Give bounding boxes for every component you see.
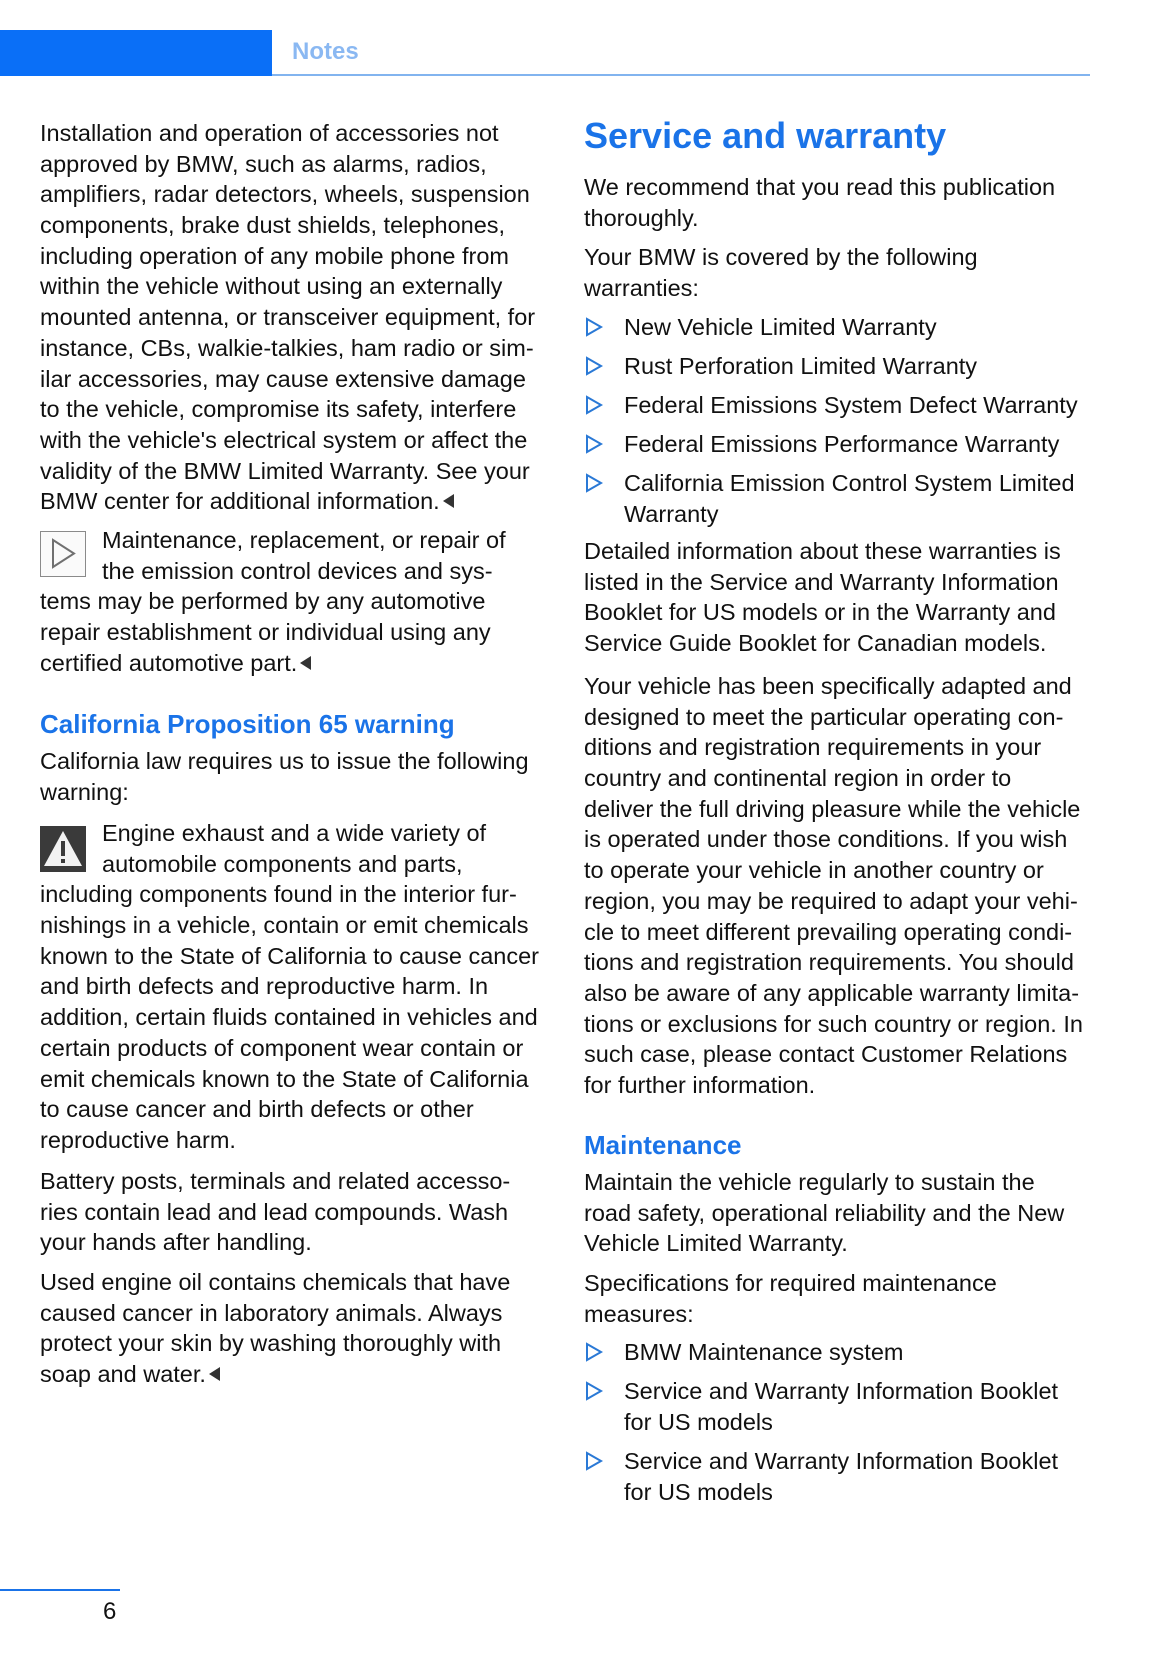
battery-paragraph bbox=[40, 1166, 510, 1258]
bullet-triangle-icon bbox=[584, 468, 608, 498]
text-line: for further information. bbox=[584, 1071, 816, 1098]
text-line: road safety, operational reliability and the New bbox=[584, 1199, 1065, 1226]
text-line: automobile components and parts, bbox=[102, 850, 463, 877]
section-title: Notes bbox=[292, 38, 359, 65]
maintenance-heading: Maintenance bbox=[584, 1130, 742, 1160]
text-line: with the vehicle's electrical system or affect the bbox=[40, 426, 528, 453]
text-line: We recommend that you read this publication bbox=[584, 174, 1056, 200]
prop65-warning bbox=[40, 818, 550, 1156]
text-line: Booklet for US models or in the Warranty and bbox=[584, 599, 1056, 626]
text-line: tions or exclusions for such country or region. In bbox=[584, 1010, 1083, 1037]
bullet-triangle-icon bbox=[584, 1337, 608, 1367]
text-line: Detailed information about these warranties is bbox=[584, 538, 1061, 564]
text-line: California law requires us to issue the following bbox=[40, 748, 529, 774]
covered-paragraph bbox=[584, 242, 978, 303]
text-line: including components found in the interior fur- bbox=[40, 881, 517, 908]
text-line: Engine exhaust and a wide variety of bbox=[102, 820, 487, 846]
text-line: tions and registration requirements. You should bbox=[584, 949, 1074, 976]
text-line: caused cancer in laboratory animals. Always bbox=[40, 1299, 503, 1326]
text-line: such case, please contact Customer Relations bbox=[584, 1041, 1068, 1068]
text-line: certain products of component wear contain or bbox=[40, 1034, 524, 1061]
text-line: also be aware of any applicable warranty limita- bbox=[584, 979, 1080, 1006]
text-line: is operated under those conditions. If you wish bbox=[584, 826, 1068, 853]
bullet-triangle-icon bbox=[584, 429, 608, 459]
bullet-triangle-icon bbox=[584, 1446, 608, 1476]
text-line: cle to meet different prevailing operating condi- bbox=[584, 918, 1073, 945]
text-line: to cause cancer and birth defects or other bbox=[40, 1096, 474, 1123]
text-line bbox=[40, 1359, 510, 1390]
page-heading: Service and warranty bbox=[584, 115, 947, 156]
list-item-text: Federal Emissions Performance Warranty bbox=[624, 431, 1060, 457]
header-divider bbox=[272, 74, 1090, 76]
text-line: validity of the BMW Limited Warranty. See your bbox=[40, 457, 530, 484]
bullet-triangle-icon bbox=[584, 312, 608, 342]
text-line: listed in the Service and Warranty Information bbox=[584, 568, 1059, 595]
maintain-paragraph bbox=[584, 1167, 1064, 1259]
list-item-text: New Vehicle Limited Warranty bbox=[624, 314, 937, 340]
list-item-text: Service and Warranty Information Booklet bbox=[624, 1378, 1059, 1404]
bullet-triangle-icon bbox=[584, 390, 608, 420]
text-line bbox=[40, 648, 550, 679]
text-line: addition, certain fluids contained in vehicles and bbox=[40, 1004, 538, 1031]
emission-note bbox=[40, 525, 550, 678]
bullet-triangle-icon bbox=[584, 1376, 608, 1406]
text-line: Installation and operation of accessories not bbox=[40, 120, 499, 146]
warning-triangle-icon bbox=[40, 826, 86, 872]
text-line: Vehicle Limited Warranty. bbox=[584, 1230, 848, 1257]
text-line: thoroughly. bbox=[584, 204, 699, 231]
text-line: including operation of any mobile phone from bbox=[40, 242, 509, 269]
text-line: Service Guide Booklet for Canadian models. bbox=[584, 630, 1047, 657]
list-item-text: for US models bbox=[624, 1478, 773, 1505]
page-number: 6 bbox=[103, 1598, 117, 1625]
text-line: amplifiers, radar detectors, wheels, suspension bbox=[40, 181, 530, 208]
prop65-intro bbox=[40, 746, 529, 807]
end-of-note-icon bbox=[209, 1367, 220, 1381]
text-line: approved by BMW, such as alarms, radios, bbox=[40, 150, 487, 177]
list-item-text: for US models bbox=[624, 1408, 773, 1435]
end-of-note-icon bbox=[443, 494, 454, 508]
text-line: mounted antenna, or transceiver equipment, for bbox=[40, 304, 536, 331]
text-line: and birth defects and reproductive harm. In bbox=[40, 973, 489, 1000]
text-line-content: BMW center for additional information. bbox=[40, 488, 440, 515]
text-line: region, you may be required to adapt your vehi- bbox=[584, 887, 1078, 914]
text-line: reproductive harm. bbox=[40, 1126, 236, 1153]
text-line: Your BMW is covered by the following bbox=[584, 244, 978, 270]
text-line: known to the State of California to cause cancer bbox=[40, 942, 540, 969]
text-line: warning: bbox=[40, 778, 129, 805]
text-line: within the vehicle without using an externally bbox=[40, 273, 503, 300]
specs-paragraph bbox=[584, 1268, 997, 1329]
text-line: protect your skin by washing thoroughly with bbox=[40, 1330, 502, 1357]
text-line: tems may be performed by any automotive bbox=[40, 588, 486, 615]
end-of-note-icon bbox=[300, 656, 311, 670]
list-item-text: Rust Perforation Limited Warranty bbox=[624, 353, 978, 379]
text-line: ilar accessories, may cause extensive damage bbox=[40, 365, 526, 392]
text-line-content: soap and water. bbox=[40, 1361, 206, 1388]
text-line: Your vehicle has been specifically adapted and bbox=[584, 673, 1072, 699]
prop65-heading: California Proposition 65 warning bbox=[40, 709, 455, 739]
list-item-text: Warranty bbox=[624, 500, 719, 527]
text-line: to operate your vehicle in another country or bbox=[584, 857, 1044, 884]
note-arrow-icon bbox=[40, 531, 86, 577]
text-line: the emission control devices and sys- bbox=[102, 557, 493, 584]
footer-divider bbox=[0, 1589, 120, 1591]
accessories-paragraph bbox=[40, 118, 535, 517]
text-line: to the vehicle, compromise its safety, interfere bbox=[40, 396, 517, 423]
list-item-text: Service and Warranty Information Booklet bbox=[624, 1448, 1059, 1474]
text-line: measures: bbox=[584, 1300, 694, 1327]
text-line: country and continental region in order to bbox=[584, 765, 1012, 792]
adapted-paragraph bbox=[584, 671, 1083, 1101]
text-line: Battery posts, terminals and related accesso- bbox=[40, 1168, 511, 1194]
text-line: warranties: bbox=[584, 274, 699, 301]
detailed-paragraph bbox=[584, 536, 1061, 659]
list-item-text: BMW Maintenance system bbox=[624, 1339, 904, 1365]
text-line: Maintenance, replacement, or repair of bbox=[102, 527, 506, 553]
text-line: Used engine oil contains chemicals that have bbox=[40, 1269, 511, 1295]
oil-paragraph bbox=[40, 1267, 510, 1390]
text-line: emit chemicals known to the State of California bbox=[40, 1065, 529, 1092]
list-item-text: Federal Emissions System Defect Warranty bbox=[624, 392, 1078, 418]
bullet-triangle-icon bbox=[584, 351, 608, 381]
text-line: ditions and registration requirements in your bbox=[584, 734, 1042, 761]
text-line: your hands after handling. bbox=[40, 1229, 312, 1256]
text-line: repair establishment or individual using any bbox=[40, 619, 491, 646]
text-line: Maintain the vehicle regularly to sustain the bbox=[584, 1169, 1035, 1195]
text-line bbox=[40, 486, 535, 517]
recommend-paragraph bbox=[584, 172, 1055, 233]
header-accent-tab bbox=[0, 30, 272, 76]
text-line: instance, CBs, walkie-talkies, ham radio or sim- bbox=[40, 334, 534, 361]
text-line: components, brake dust shields, telephones, bbox=[40, 212, 506, 239]
text-line-content: certified automotive part. bbox=[40, 649, 298, 676]
text-line: deliver the full driving pleasure while the vehicle bbox=[584, 795, 1081, 822]
text-line: nishings in a vehicle, contain or emit chemicals bbox=[40, 912, 529, 939]
list-item-text: California Emission Control System Limited bbox=[624, 470, 1075, 496]
text-line: designed to meet the particular operating con- bbox=[584, 703, 1064, 730]
text-line: ries contain lead and lead compounds. Wash bbox=[40, 1198, 509, 1225]
text-line: Specifications for required maintenance bbox=[584, 1270, 997, 1296]
